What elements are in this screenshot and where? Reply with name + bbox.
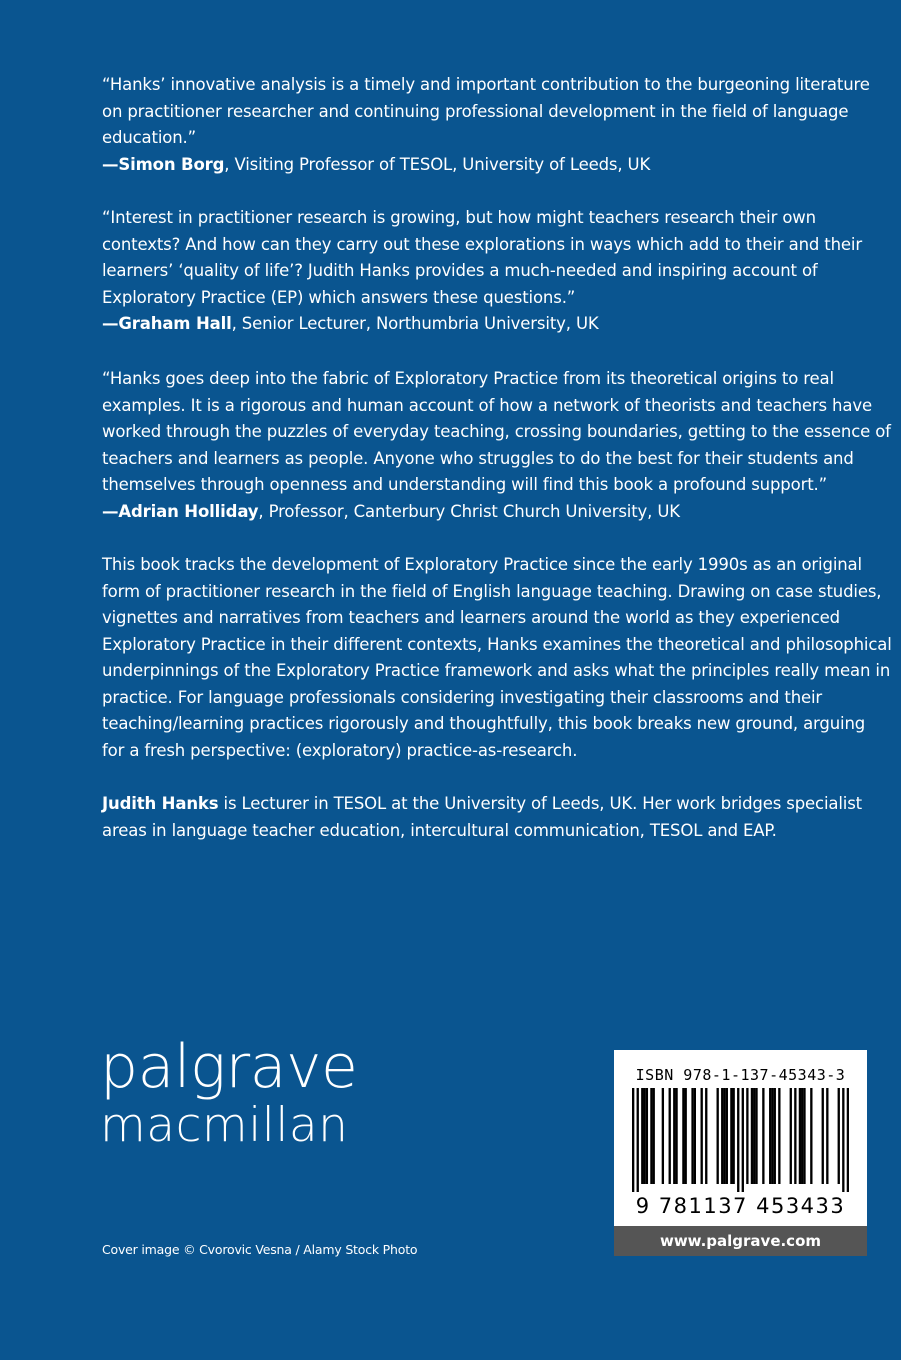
ean-digits: 9 781137 453433 xyxy=(635,1194,846,1218)
review-quote-1 xyxy=(102,72,892,178)
publisher-website: www.palgrave.com xyxy=(614,1226,867,1256)
barcode-bar xyxy=(646,1088,648,1184)
barcode-bar xyxy=(730,1088,732,1184)
barcode-bar xyxy=(801,1088,803,1184)
barcode-bar xyxy=(847,1088,849,1192)
barcode-bar xyxy=(675,1088,677,1184)
barcode-bar xyxy=(701,1088,703,1184)
barcode-bar xyxy=(726,1088,728,1184)
barcode-bar xyxy=(669,1088,671,1184)
author-bio-text: is Lecturer in TESOL at the University of Leeds, UK. Her work bridges specialist areas in language teacher education, intercultural communication, TESOL and EAP. xyxy=(102,794,862,840)
quote-attribution xyxy=(102,311,892,338)
author-name: Judith Hanks xyxy=(102,794,219,813)
reviewer-name: Adrian Holliday xyxy=(118,501,259,521)
logo-line-1: palgrave xyxy=(100,1032,358,1102)
barcode-bar xyxy=(637,1088,639,1192)
barcode-bar xyxy=(673,1088,675,1184)
barcode-bar xyxy=(717,1088,719,1184)
barcode-bar xyxy=(641,1088,643,1184)
barcode-bar xyxy=(799,1088,801,1184)
barcode-bar xyxy=(810,1088,812,1184)
review-quote-2 xyxy=(102,205,892,338)
barcode-bar xyxy=(685,1088,687,1184)
barcode-bar xyxy=(803,1088,805,1184)
barcode-bar xyxy=(746,1088,748,1184)
barcode-bar xyxy=(632,1088,634,1192)
barcode-bar xyxy=(705,1088,707,1184)
barcode-bar xyxy=(662,1088,664,1184)
barcode-bar xyxy=(822,1088,824,1184)
barcode-bar xyxy=(769,1088,771,1184)
isbn-label: ISBN 978-1-137-45343-3 xyxy=(635,1066,846,1084)
barcode-bar xyxy=(643,1088,645,1184)
barcode-bar xyxy=(682,1088,684,1184)
quote-attribution xyxy=(102,152,892,179)
reviewer-role: , Senior Lecturer, Northumbria University, UK xyxy=(231,314,599,333)
barcode-bar xyxy=(826,1088,828,1184)
author-bio xyxy=(102,791,892,844)
barcode-bar xyxy=(742,1088,744,1192)
barcode-bar xyxy=(753,1088,755,1184)
barcode-bar xyxy=(650,1088,652,1184)
barcode-bar xyxy=(691,1088,693,1184)
barcode-bar xyxy=(771,1088,773,1184)
quote-attribution xyxy=(102,499,892,526)
logo-line-2: macmillan xyxy=(100,1098,349,1153)
attribution-dash: — xyxy=(102,314,119,333)
review-quote-3 xyxy=(102,366,892,525)
cover-image-credit: Cover image © Cvorovic Vesna / Alamy Stock Photo xyxy=(102,1242,418,1257)
barcode-bar xyxy=(755,1088,757,1184)
barcode-bar xyxy=(721,1088,723,1184)
quote-text: “Interest in practitioner research is growing, but how might teachers research their own contexts? And how can they carry out these explorations in ways which add to their and their learners’ ‘quality of life’? Judith Hanks provides a much-needed and inspiring account of Exploratory Practice (EP) which answers these questions.” xyxy=(102,208,862,307)
quote-text: “Hanks’ innovative analysis is a timely and important contribution to the burgeoning literature on practitioner researcher and continuing professional development in the field of language education.” xyxy=(102,75,870,147)
attribution-dash: — xyxy=(102,154,119,174)
attribution-dash: — xyxy=(102,501,119,521)
reviewer-role: , Visiting Professor of TESOL, University of Leeds, UK xyxy=(224,154,651,174)
barcode-bar xyxy=(653,1088,655,1184)
barcode-bar xyxy=(794,1088,796,1184)
barcode-bar xyxy=(774,1088,776,1184)
barcode-icon xyxy=(632,1088,849,1192)
barcode-bar xyxy=(733,1088,735,1184)
publisher-logo xyxy=(100,1032,358,1154)
barcode-panel xyxy=(614,1050,867,1226)
barcode-bar xyxy=(778,1088,780,1184)
barcode-bar xyxy=(762,1088,764,1184)
reviewer-name: Graham Hall xyxy=(118,314,232,333)
barcode-bar xyxy=(790,1088,792,1184)
reviewer-role: , Professor, Canterbury Christ Church University, UK xyxy=(258,501,680,521)
barcode-bar xyxy=(751,1088,753,1184)
barcode-bar xyxy=(842,1088,844,1192)
description-text: This book tracks the development of Exploratory Practice since the early 1990s as an original form of practitioner research in the field of English language teaching. Drawing on case studies, vignettes and narratives from teachers and learners around the world as they experienced Exploratory Practice in their different contexts, Hanks examines the theoretical and philosophical underpinnings of the Exploratory Practice framework and asks what the principles really mean in practice. For language professionals considering investigating their classrooms and their teaching/learning practices rigorously and thoughtfully, this book breaks new ground, arguing for a fresh perspective: (exploratory) practice-as-research. xyxy=(102,555,892,760)
barcode-bar xyxy=(737,1088,739,1192)
barcode-bar xyxy=(694,1088,696,1184)
barcode-bar xyxy=(723,1088,725,1184)
quote-text: “Hanks goes deep into the fabric of Exploratory Practice from its theoretical origins to real examples. It is a rigorous and human account of how a network of theorists and teachers have worked through the puzzles of everyday teaching, crossing boundaries, getting to the essence of teachers and learners as people. Anyone who struggles to do the best for their students and themselves through openness and understanding will find this book a profound support.” xyxy=(102,369,891,494)
barcode-bar xyxy=(838,1088,840,1184)
reviewer-name: Simon Borg xyxy=(118,154,225,174)
book-description xyxy=(102,552,892,764)
